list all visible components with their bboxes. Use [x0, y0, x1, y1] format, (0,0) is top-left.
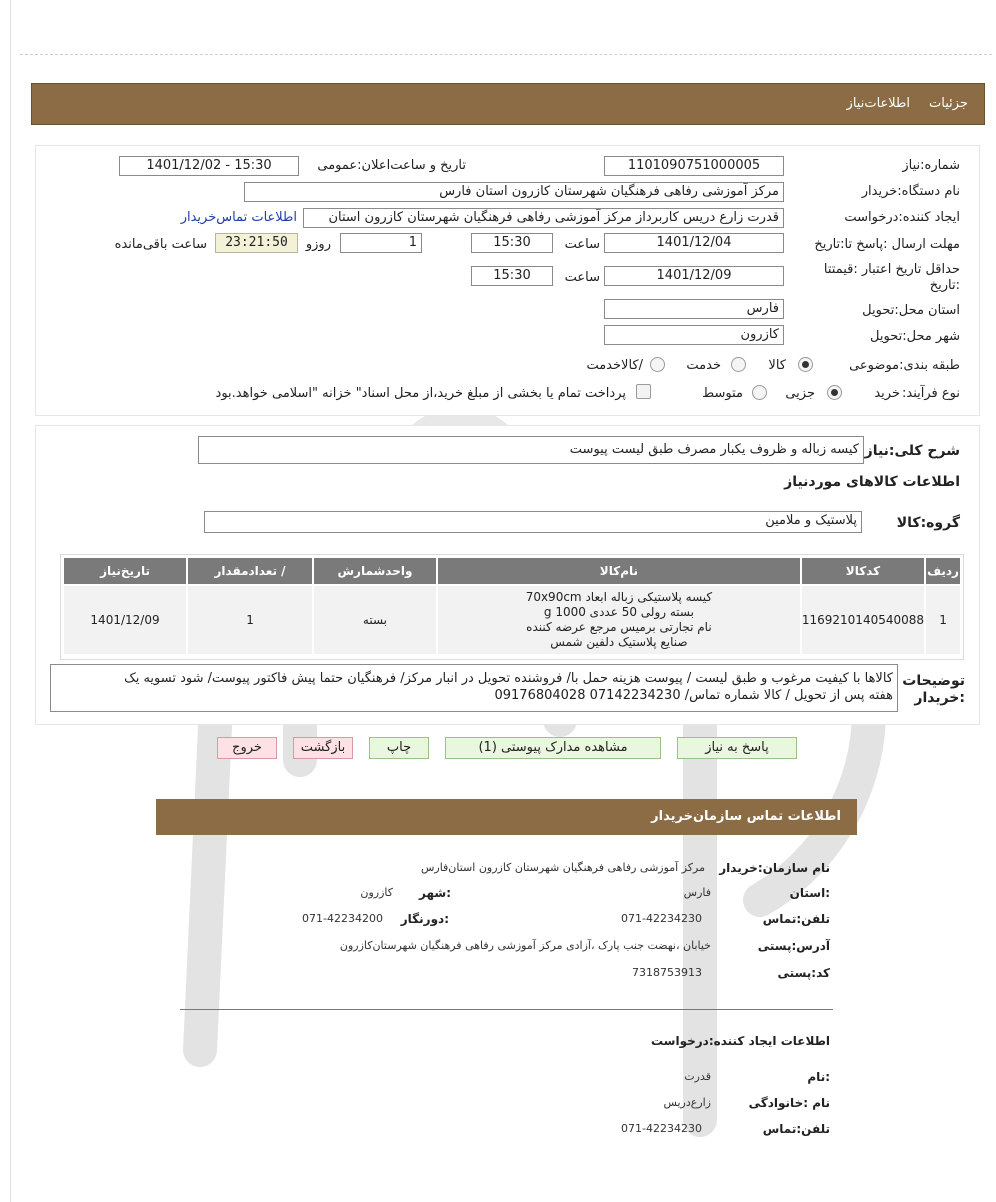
row-index: 1: [926, 586, 960, 654]
city-label: شهر محل:تحویل: [870, 329, 960, 344]
contact-address-label: آدرس:پستی: [757, 939, 830, 953]
category-goods-radio[interactable]: [798, 357, 813, 372]
row-date: 1401/12/09: [64, 586, 186, 654]
contact-address-value: خیابان ،نهضت جنب پارک ،آزادی مرکز آموزشی رفاهی فرهنگیان شهرستان‌کازرون: [339, 939, 711, 952]
requester-label: ایجاد کننده:درخواست: [844, 210, 960, 225]
goods-group-label: گروه:کالا: [896, 515, 960, 531]
buyer-notes-label-2: :خریدار: [914, 690, 965, 706]
summary-field: کیسه زباله و ظروف یکبار مصرف طبق لیست پیوست: [198, 436, 864, 464]
attachments-button[interactable]: مشاهده مدارک پیوستی (1): [445, 737, 661, 759]
items-table: [62, 556, 962, 656]
contact-phone-label: تلفن:تماس: [762, 912, 830, 926]
process-small-radio[interactable]: [827, 385, 842, 400]
row-qty: 1: [188, 586, 312, 654]
announce-date-label: تاریخ و ساعت‌اعلان:عمومی: [317, 158, 466, 173]
reply-button[interactable]: پاسخ به نیاز: [677, 737, 797, 759]
row-unit: بسته: [314, 586, 436, 654]
validity-label-2: :تاریخ: [929, 278, 960, 293]
tab-need-info[interactable]: اطلاعات‌نیاز: [846, 96, 910, 111]
category-label: طبقه بندی:موضوعی: [849, 358, 960, 373]
row-code: 1169210140540088: [802, 586, 924, 654]
validity-date-field: 1401/12/09: [604, 266, 784, 286]
validity-time-label: ساعت: [564, 270, 600, 285]
table-row: [64, 586, 960, 654]
process-medium-label: متوسط: [702, 386, 743, 401]
back-button[interactable]: بازگشت: [293, 737, 353, 759]
category-goods-label: کالا: [768, 358, 786, 373]
col-name: نام‌کالا: [438, 558, 800, 584]
row-name-line: نام تجارتی برمیس مرجع عرضه کننده: [526, 620, 712, 634]
days-label: روزو: [305, 237, 331, 252]
remaining-timer: 23:21:50: [215, 233, 298, 253]
process-label: نوع فرآیند:: [902, 386, 960, 401]
goods-group-field: پلاستیک و ملامین: [204, 511, 862, 533]
process-medium-radio[interactable]: [752, 385, 767, 400]
process-small-label: جزیی: [785, 386, 815, 401]
header-bar: [31, 83, 985, 125]
buyer-org-label: نام دستگاه:خریدار: [861, 184, 960, 199]
reply-time-label: ساعت: [564, 237, 600, 252]
announce-date-field: 1401/12/02 - 15:30: [119, 156, 299, 176]
contact-province-label: :استان: [789, 886, 830, 900]
creator-phone-label: تلفن:تماس: [762, 1122, 830, 1136]
process-buy-label: خرید: [874, 386, 900, 401]
col-qty: / تعدادمقدار: [188, 558, 312, 584]
buyer-notes-field: [50, 664, 898, 712]
row-name: [438, 586, 800, 654]
province-label: استان محل:تحویل: [862, 303, 960, 318]
creator-last-name-value: زارع‌دریس: [663, 1096, 711, 1109]
category-goods-service-label: /کالاخدمت: [586, 358, 643, 373]
contact-phone-value: 071-42234230: [621, 912, 702, 925]
buyer-notes-line: هفته پس از تحویل / کالا شماره تماس/ 07142234230 09176804028: [494, 688, 893, 703]
category-service-label: خدمت: [686, 358, 721, 373]
contact-city-value: کازرون: [360, 886, 393, 899]
page-left-border: [10, 0, 11, 1202]
col-unit: واحدشمارش: [314, 558, 436, 584]
reply-date-field: 1401/12/04: [604, 233, 784, 253]
exit-button[interactable]: خروج: [217, 737, 277, 759]
buyer-contact-link[interactable]: اطلاعات تماس‌خریدار: [180, 210, 297, 225]
row-name-line: صنایع پلاستیک دلفین شمس: [550, 635, 688, 649]
validity-time-field: 15:30: [471, 266, 553, 286]
contact-divider: [180, 1009, 833, 1010]
contact-bar: [156, 799, 857, 835]
creator-phone-value: 071-42234230: [621, 1122, 702, 1135]
col-index: ردیف: [926, 558, 960, 584]
summary-label: شرح کلی:نیاز: [864, 443, 960, 459]
remaining-label: ساعت باقی‌مانده: [114, 237, 207, 252]
city-field: کازرون: [604, 325, 784, 345]
row-name-line: بسته رولی 50 عددی 1000 g: [543, 605, 694, 619]
buyer-notes-line: کالاها با کیفیت مرغوب و طبق لیست / پیوست هزینه حمل با/ فروشنده تحویل در انبار مرکز/ فرهنگیان حتما پیش فاکتور پیوست/ شود تسویه یک: [124, 671, 893, 686]
category-service-radio[interactable]: [731, 357, 746, 372]
contact-org-label: نام سازمان:خریدار: [719, 861, 830, 875]
creator-first-name-value: قدرت: [684, 1070, 711, 1083]
reply-time-field: 15:30: [471, 233, 553, 253]
buyer-org-field: مرکز آموزشی رفاهی فرهنگیان شهرستان کازرون استان فارس: [244, 182, 784, 202]
tab-details[interactable]: جزئیات: [929, 96, 968, 111]
contact-city-label: :شهر: [419, 886, 451, 900]
validity-label: حداقل تاریخ اعتبار :قیمتتا: [823, 262, 960, 277]
creator-first-name-label: :نام: [807, 1070, 830, 1084]
top-divider: [20, 54, 992, 55]
col-date: تاریخ‌نیاز: [64, 558, 186, 584]
contact-fax-value: 071-42234200: [302, 912, 383, 925]
creator-title: اطلاعات ایجاد کننده:درخواست: [650, 1034, 830, 1048]
creator-last-name-label: نام :خانوادگی: [748, 1096, 830, 1110]
contact-org-value: مرکز آموزشی رفاهی فرهنگیان شهرستان کازرون استان‌فارس: [420, 861, 705, 874]
row-name-line: کیسه پلاستیکی زباله ابعاد 70x90cm: [525, 590, 713, 604]
buyer-notes-label: توضیحات: [902, 673, 965, 689]
contact-fax-label: :دورنگار: [400, 912, 449, 926]
days-field: 1: [340, 233, 422, 253]
goods-info-title: اطلاعات کالاهای موردنیاز: [784, 474, 960, 490]
reply-deadline-label: مهلت ارسال :پاسخ تا:تاریخ: [814, 237, 960, 252]
print-button[interactable]: چاپ: [369, 737, 429, 759]
contact-postal-label: کد:پستی: [777, 966, 830, 980]
requester-field: قدرت زارع دریس کاربرداز مرکز آموزشی رفاهی فرهنگیان شهرستان کازرون استان: [303, 208, 784, 228]
need-number-field: 1101090751000005: [604, 156, 784, 176]
col-code: کدکالا: [802, 558, 924, 584]
category-goods-service-radio[interactable]: [650, 357, 665, 372]
contact-postal-value: 7318753913: [632, 966, 702, 979]
treasury-payment-checkbox[interactable]: [636, 384, 651, 399]
treasury-payment-note: پرداخت تمام یا بخشی از مبلغ خرید،از محل اسناد" خزانه "اسلامی خواهد.بود: [215, 386, 626, 401]
contact-title: اطلاعات تماس سازمان‌خریدار: [651, 809, 841, 824]
need-number-label: شماره:نیاز: [902, 158, 960, 173]
province-field: فارس: [604, 299, 784, 319]
contact-province-value: فارس: [683, 886, 711, 899]
